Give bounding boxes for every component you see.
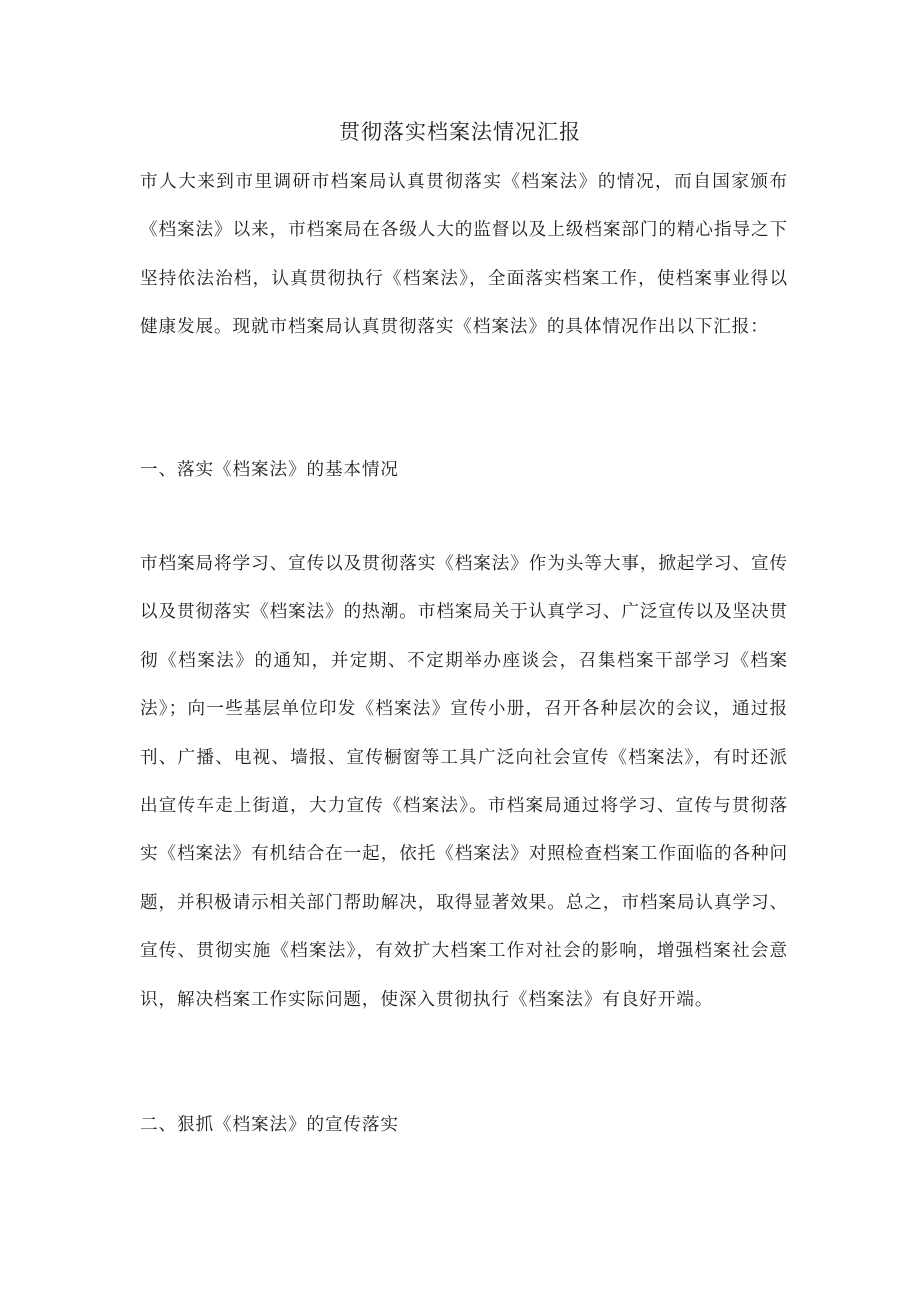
intro-paragraph: 市人大来到市里调研市档案局认真贯彻落实《档案法》的情况，而自国家颁布《档案法》以来，市档案局在各级人大的监督以及上级档案部门的精心指导之下坚持依法治档，认真贯彻执行《档案法》，全面落实档案工作，使档案事业得以健康发展。现就市档案局认真贯彻落实《档案法》的具体情况作出以下汇报：: [140, 172, 788, 338]
section-1-paragraph: 市档案局将学习、宣传以及贯彻落实《档案法》作为头等大事，掀起学习、宣传以及贯彻落实《档案法》的热潮。市档案局关于认真学习、广泛宣传以及坚决贯彻《档案法》的通知，并定期、不定期举办座谈会，召集档案干部学习《档案法》；向一些基层单位印发《档案法》宣传小册，召开各种层次的会议，通过报刊、广播、电视、墙报、宣传橱窗等工具广泛向社会宣传《档案法》，有时还派出宣传车走上街道，大力宣传《档案法》。市档案局通过将学习、宣传与贯彻落实《档案法》有机结合在一起，依托《档案法》对照检查档案工作面临的各种问题，并积极请示相关部门帮助解决，取得显著效果。总之，市档案局认真学习、宣传、贯彻实施《档案法》，有效扩大档案工作对社会的影响，增强档案社会意识，解决档案工作实际问题，使深入贯彻执行《档案法》有良好开端。: [140, 554, 788, 1010]
document-title: 贯彻落实档案法情况汇报: [339, 120, 581, 144]
section-heading-1: 一、落实《档案法》的基本情况: [140, 460, 399, 480]
section-heading-2: 二、狠抓《档案法》的宣传落实: [140, 1115, 399, 1135]
